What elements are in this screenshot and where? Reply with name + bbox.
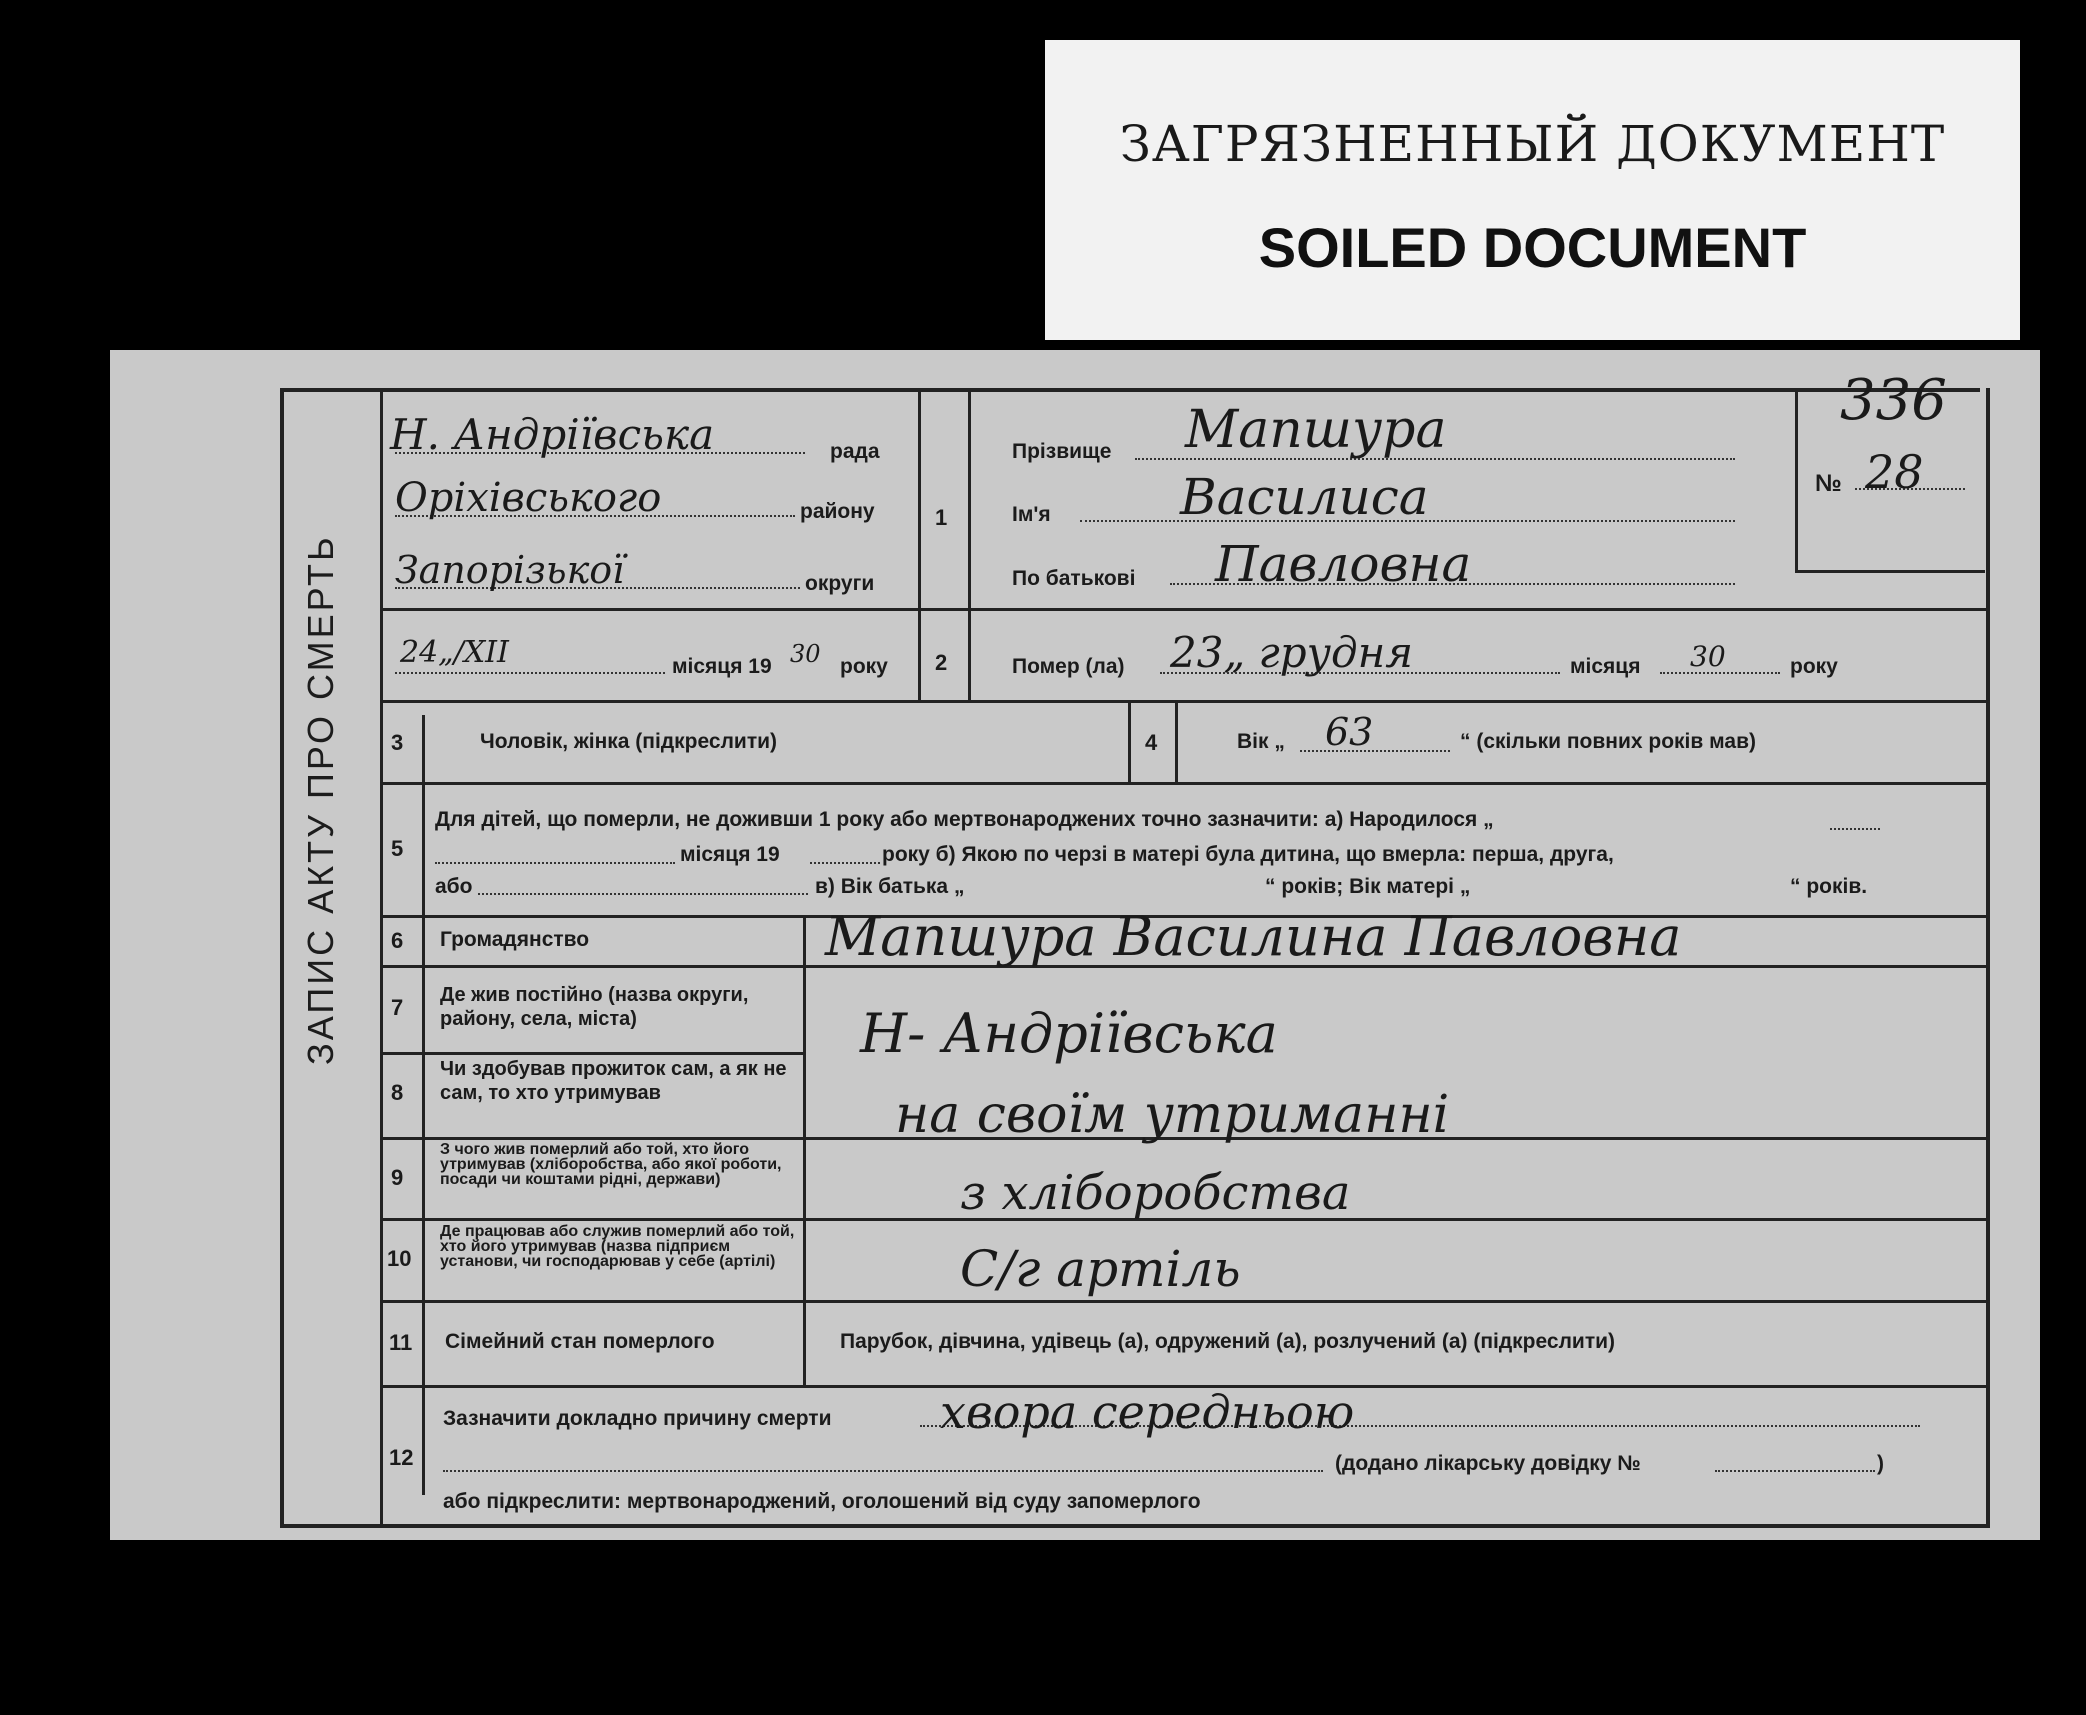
reg-month-label: місяця 19 — [672, 655, 772, 678]
handwritten-council: Н. Андріївська — [390, 410, 715, 459]
handwritten-okruga: Запорізької — [395, 548, 625, 592]
died-label: Помер (ла) — [1012, 655, 1125, 678]
handwritten-patronymic: Павловна — [1215, 535, 1472, 593]
row5-line3d: “ років. — [1790, 875, 1868, 898]
okrugy-label: округи — [805, 572, 875, 595]
row5-line1: Для дітей, що померли, не доживши 1 року або мертвонароджених точно зазначити: а) Народилося „ — [435, 808, 1494, 831]
handwritten-reg-date: 24„/ХII — [400, 635, 509, 670]
record-number-symbol: № — [1815, 470, 1842, 497]
row-number-2: 2 — [935, 650, 948, 675]
handwritten-rayon: Оріхівського — [395, 475, 662, 521]
row-number-6: 6 — [391, 928, 404, 953]
handwritten-residence: Н- Андріївська — [860, 1002, 1278, 1065]
surname-label: Прізвище — [1012, 440, 1112, 463]
certificate-label: (додано лікарську довідку № — [1335, 1452, 1641, 1475]
row-number-10: 10 — [387, 1246, 412, 1271]
handwritten-workplace: С/г артіль — [960, 1240, 1241, 1298]
workplace-label: Де працював або служив померлий або той, хто його утримував (назва підприєм установи, чи господарював у себе (артілі) — [440, 1223, 795, 1270]
marital-status-options: Парубок, дівчина, удівець (а), одружений (а), розлучений (а) (підкреслити) — [840, 1330, 1616, 1353]
row-number-3: 3 — [391, 730, 404, 755]
sex-label: Чоловік, жінка (підкреслити) — [480, 730, 778, 753]
row-number-9: 9 — [391, 1165, 404, 1190]
name-label: Ім'я — [1012, 503, 1051, 526]
soiled-document-label — [1045, 40, 2020, 340]
handwritten-reg-year: 30 — [790, 640, 821, 668]
row-number-8: 8 — [391, 1080, 404, 1105]
certificate-end: ) — [1877, 1452, 1884, 1475]
handwritten-record-number: 28 — [1865, 445, 1924, 499]
handwritten-death-year: 30 — [1690, 640, 1726, 673]
handwritten-support: на своїм утриманні — [895, 1085, 1450, 1145]
livelihood-label: З чого жив померлий або той, хто його утримував (хліборобства, або якої роботи, посади чи коштами рідні, держави) — [440, 1141, 782, 1188]
handwritten-cause: хвора середньою — [940, 1385, 1355, 1439]
rada-label: рада — [830, 440, 880, 463]
marital-status-label: Сімейний стан померлого — [445, 1330, 715, 1353]
or-underline-line: або підкреслити: мертвонароджений, оголошений від суду запомерлого — [443, 1490, 1201, 1513]
death-month-label: місяця — [1570, 655, 1641, 678]
citizenship-label: Громадянство — [440, 928, 590, 951]
row-number-5: 5 — [391, 836, 404, 861]
label-russian: ЗАГРЯЗНЕННЫЙ ДОКУМЕНТ — [1119, 115, 1946, 173]
row5-line3b: в) Вік батька „ — [815, 875, 965, 898]
form-vertical-title: ЗАПИС АКТУ ПРО СМЕРТЬ — [300, 534, 341, 1065]
handwritten-livelihood: з хліборобства — [960, 1165, 1351, 1221]
row-number-12: 12 — [389, 1445, 414, 1470]
rayonu-label: району — [800, 500, 875, 523]
row-number-4: 4 — [1145, 730, 1158, 755]
row5-line2b: року б) Якою по черзі в матері була дитина, що вмерла: перша, друга, — [882, 843, 1614, 866]
reg-year-suffix: року — [840, 655, 888, 678]
cause-label: Зазначити докладно причину смерти — [443, 1407, 832, 1430]
row-number-1: 1 — [935, 505, 948, 530]
handwritten-first-name: Василиса — [1180, 468, 1429, 526]
row-number-7: 7 — [391, 995, 404, 1020]
row5-line3c: “ років; Вік матері „ — [1265, 875, 1471, 898]
support-label: Чи здобував прожиток сам, а як не сам, то хто утримував — [440, 1058, 787, 1104]
row5-line3a: або — [435, 875, 473, 898]
label-english: SOILED DOCUMENT — [1258, 216, 1807, 279]
handwritten-surname: Мапшура — [1185, 400, 1447, 460]
age-label: Вік „ — [1237, 730, 1285, 753]
residence-label: Де жив постійно (назва округи, району, села, міста) — [440, 984, 749, 1030]
handwritten-top-number: 336 — [1840, 368, 1947, 433]
age-suffix: “ (скільки повних років мав) — [1460, 730, 1756, 753]
row5-line2: місяця 19 — [680, 843, 780, 866]
patronymic-label: По батькові — [1012, 567, 1136, 590]
handwritten-citizenship: Мапшура Василина Павловна — [825, 905, 1682, 968]
handwritten-age: 63 — [1325, 710, 1374, 754]
handwritten-death-day: 23„ грудня — [1170, 628, 1414, 677]
death-year-label: року — [1790, 655, 1838, 678]
row-number-11: 11 — [389, 1330, 413, 1355]
